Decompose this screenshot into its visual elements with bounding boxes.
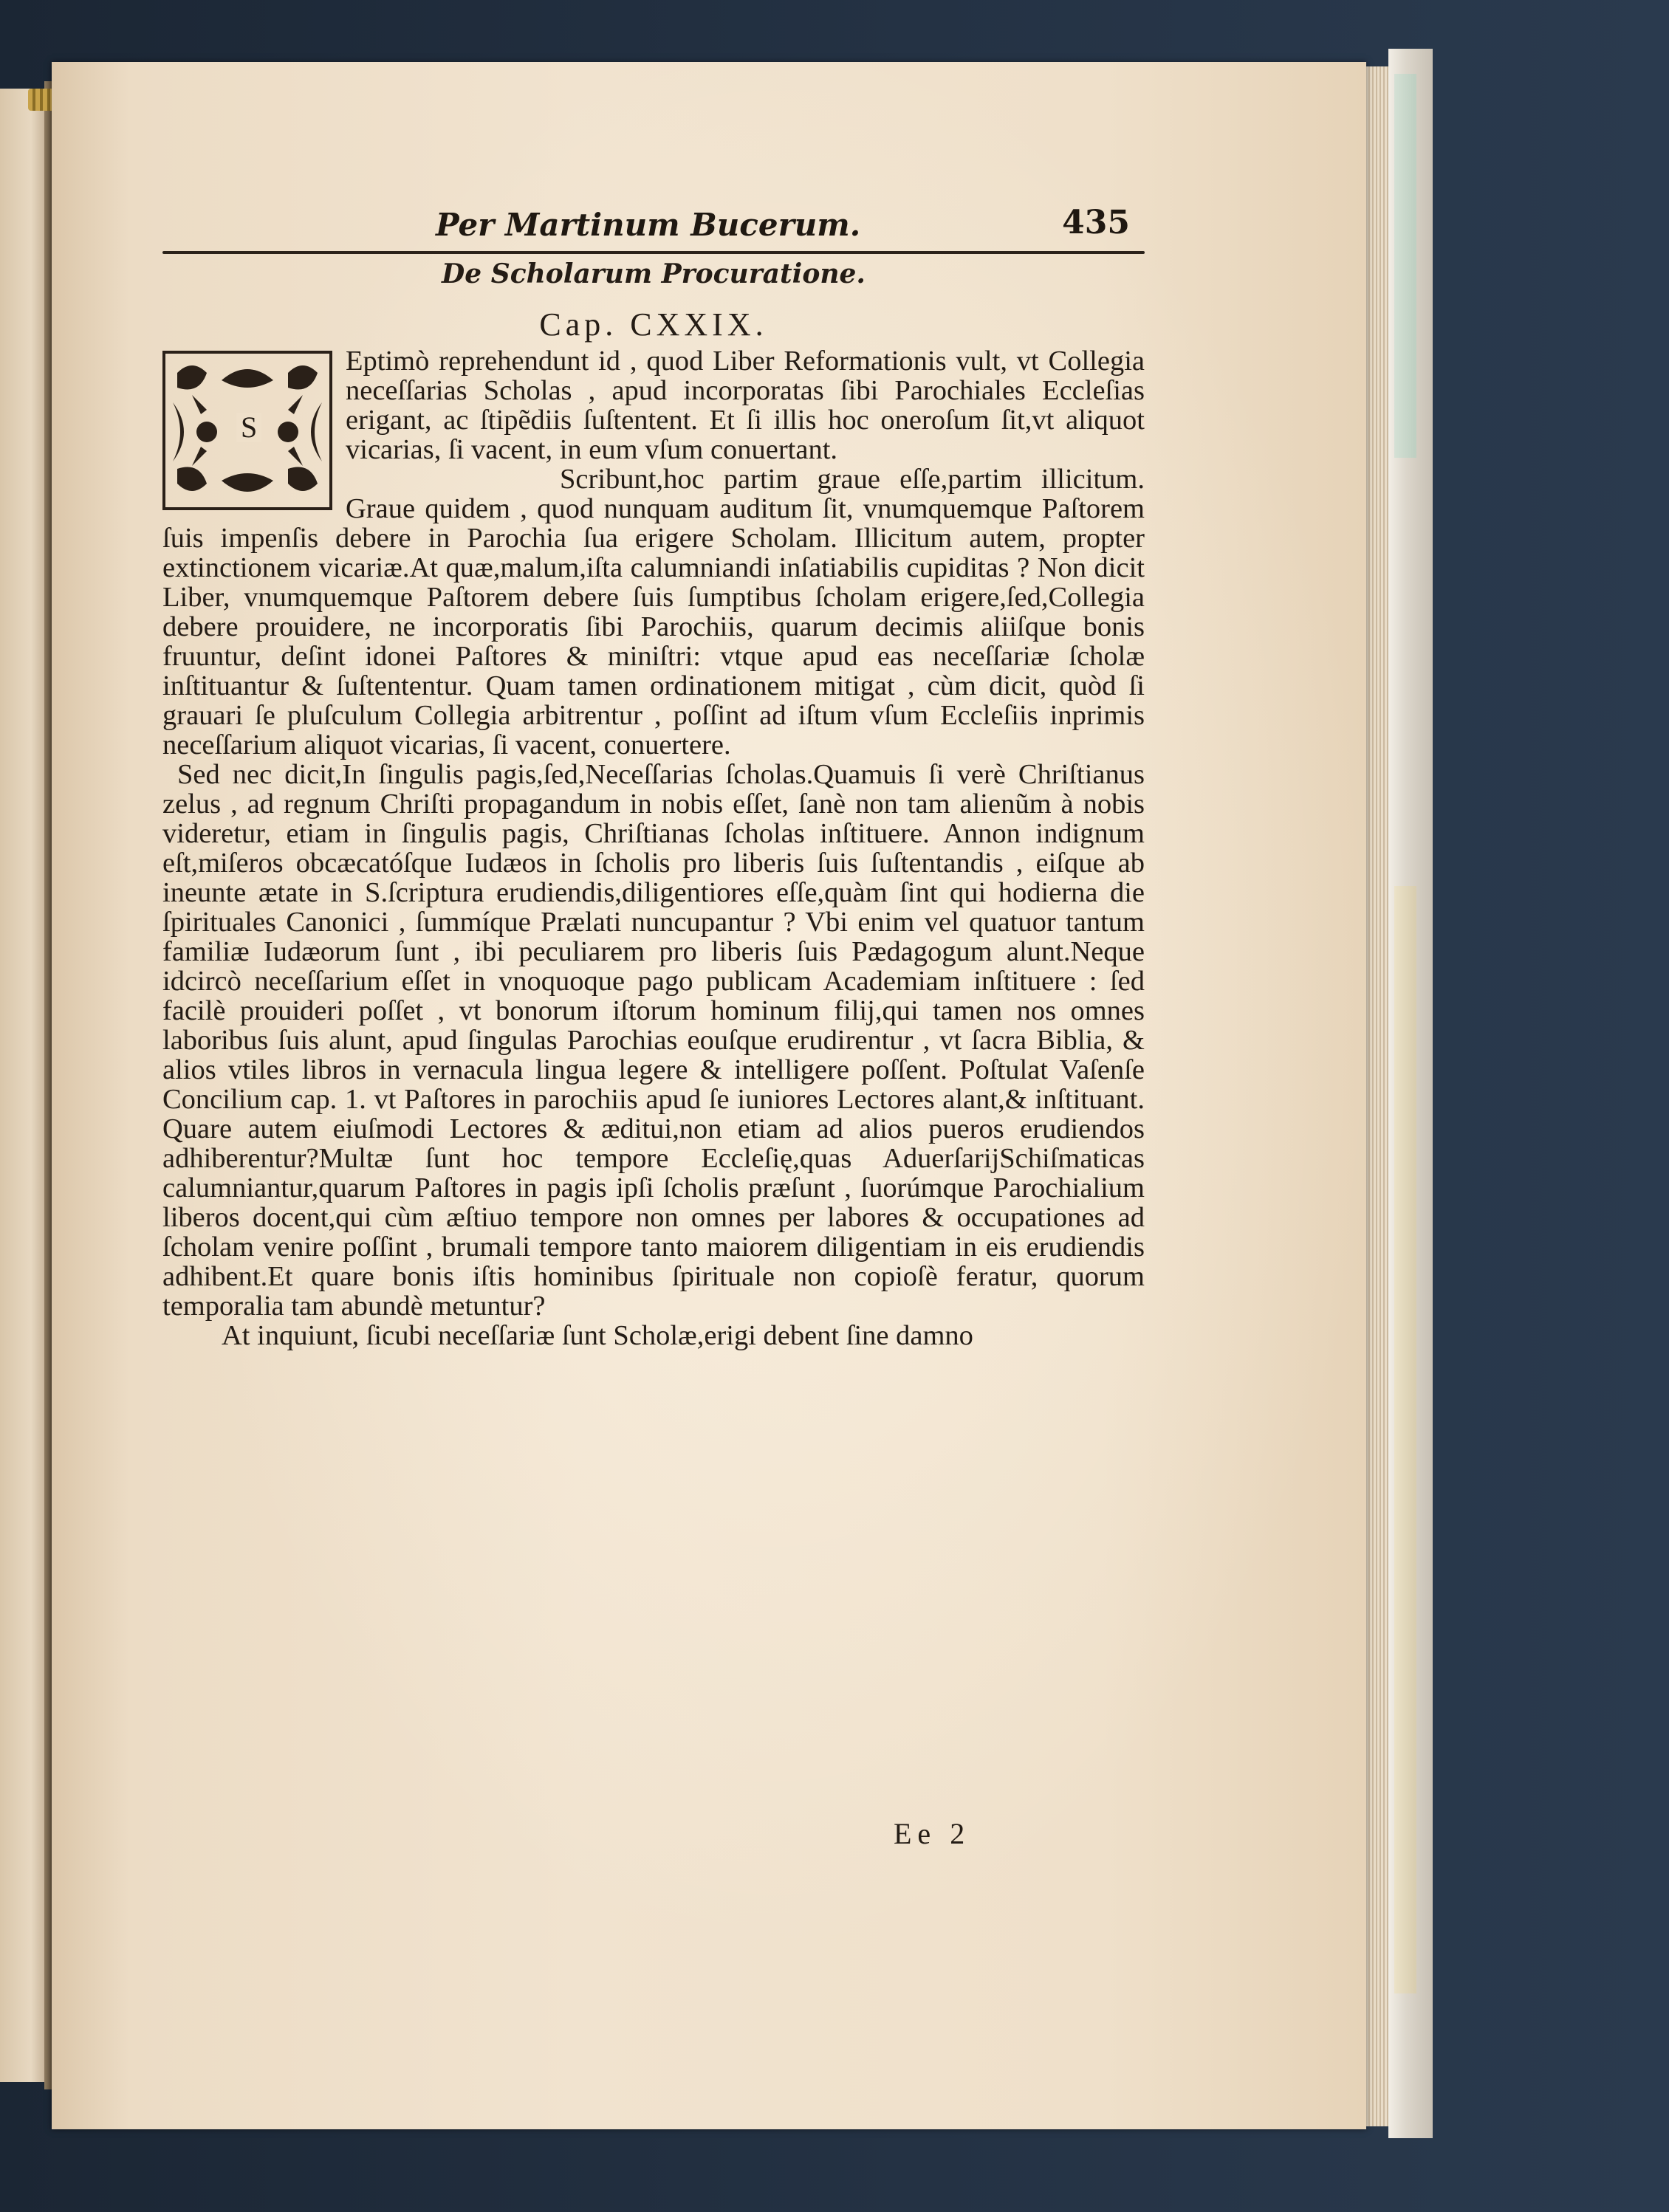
running-head-title: Per Martinum Bucerum. bbox=[436, 207, 861, 243]
binding-board-green-patch bbox=[1394, 74, 1416, 458]
drop-initial-letter: S bbox=[236, 413, 261, 442]
chapter-heading bbox=[162, 306, 1145, 343]
paragraph-4: At inquiunt, ſicubi neceſſariæ ſunt Scholæ,erigi debent ſine damno bbox=[222, 1320, 973, 1351]
running-head bbox=[162, 199, 1145, 251]
body-text bbox=[162, 346, 1145, 1350]
signature-mark: Ee 2 bbox=[894, 1817, 971, 1850]
chapter-number: CXXIX. bbox=[630, 306, 768, 343]
paragraph-3: Sed nec dicit,In ſingulis pagis,ſed,Neceſſarias ſcholas.Quamuis ſi verè Chriſtianus zelus , ad regnum Chriſti propagandum in nobis eſſet, ſanè non tam alienũm à nobis videretur, etiam in ſingulis pagis, Chriſtianas ſcholas inſtituere. Annon indignum eſt,miſeros obcæcatóſque Iudæos in ſcholis pro liberis ſuis ſuſtentandis , eiſque ab ineunte ætate in S.ſcriptura erudiendis,diligentiores eſſe,quàm ſint qui hodierna die ſpirituales Canonici , ſummíque Prælati nuncupantur ? Vbi enim vel quatuor tantum familiæ Iudæorum ſunt , ibi peculiarem pro liberis ſuis Pædagogum alunt.Neque idcircò neceſſarium eſſet in vnoquoque pago publicam Academiam inſtituere : ſed facilè prouideri poſſet , vt bonorum iſtorum hominum filij,qui tamen nos omnes laboribus ſuis alunt, apud ſingulas Parochias eouſque erudirentur , vt ſacra Biblia, & alios vtiles libros in vernacula lingua legere & intelligere poſſent. Poſtulat Vaſenſe Concilium cap. 1. vt Paſtores in parochiis apud ſe iuniores Lectores alant,& inſtituant. Quare autem eiuſmodi Lectores & æditui,non etiam ad alios pueros erudiendos adhiberentur?Multæ ſunt hoc tempore Eccleſię,quas AduerſarijSchiſmaticas calumniantur,quarum Paſtores in pagis ipſi ſcholis præſunt , ſuorúmque Parochialium liberos docent,qui cùm æſtiuo tempore non omnes per labores & occupationes ad ſcholam venire poſſint , brumali tempore tanto maiorem diligentiam in eis erudiendis adhibent.Et quare bonis iſtis hominibus ſpirituale non copioſè feratur, quorum temporalia tam abundè metuntur? bbox=[162, 759, 1145, 1322]
head-rule bbox=[162, 251, 1145, 254]
page-text-block bbox=[162, 199, 1145, 1350]
paragraph-1: Eptimò reprehendunt id , quod Liber Reformationis vult, vt Collegia neceſſarias Scholas , apud incorporatas ſibi Parochiales Eccleſias erigant, ac ſtipẽdiis ſuſtentent. Et ſi illis hoc oneroſum ſit,vt aliquot vicarias, ſi vacent, in eum vſum conuertant. bbox=[346, 346, 1145, 465]
binding-board-cream-patch bbox=[1394, 886, 1416, 1993]
chapter-label: Cap. bbox=[539, 306, 618, 343]
decorated-initial bbox=[162, 351, 332, 510]
paragraph-2: Scribunt,hoc partim graue eſſe,partim illicitum. Graue quidem , quod nunquam auditum ſit, vnumquemque Paſtorem ſuis impenſis debere in Parochia ſua erigere Scholam. Illicitum autem, propter extinctionem vicariæ.At quæ,malum,iſta calumniandi inſatiabilis cupiditas ? Non dicit Liber, vnumquemque Paſtorem debere ſuis ſumptibus ſcholam erigere,ſed,Collegia debere prouidere, ne incorporatis ſibi Parochiis, quarum decimis aliiſque bonis fruuntur, deſint idonei Paſtores & miniſtri: vtque apud eas neceſſariæ ſcholæ inſtituantur & ſuſtententur. Quam tamen ordinationem mitigat , cùm dicit, quòd ſi grauari ſe pluſculum Collegia arbitrentur , poſſint ad iſtum vſum Eccleſiis inprimis neceſſarium aliquot vicarias, ſi vacent, conuertere. bbox=[162, 464, 1145, 760]
page-number: 435 bbox=[1062, 204, 1130, 241]
section-title: De Scholarum Procuratione. bbox=[442, 258, 866, 289]
